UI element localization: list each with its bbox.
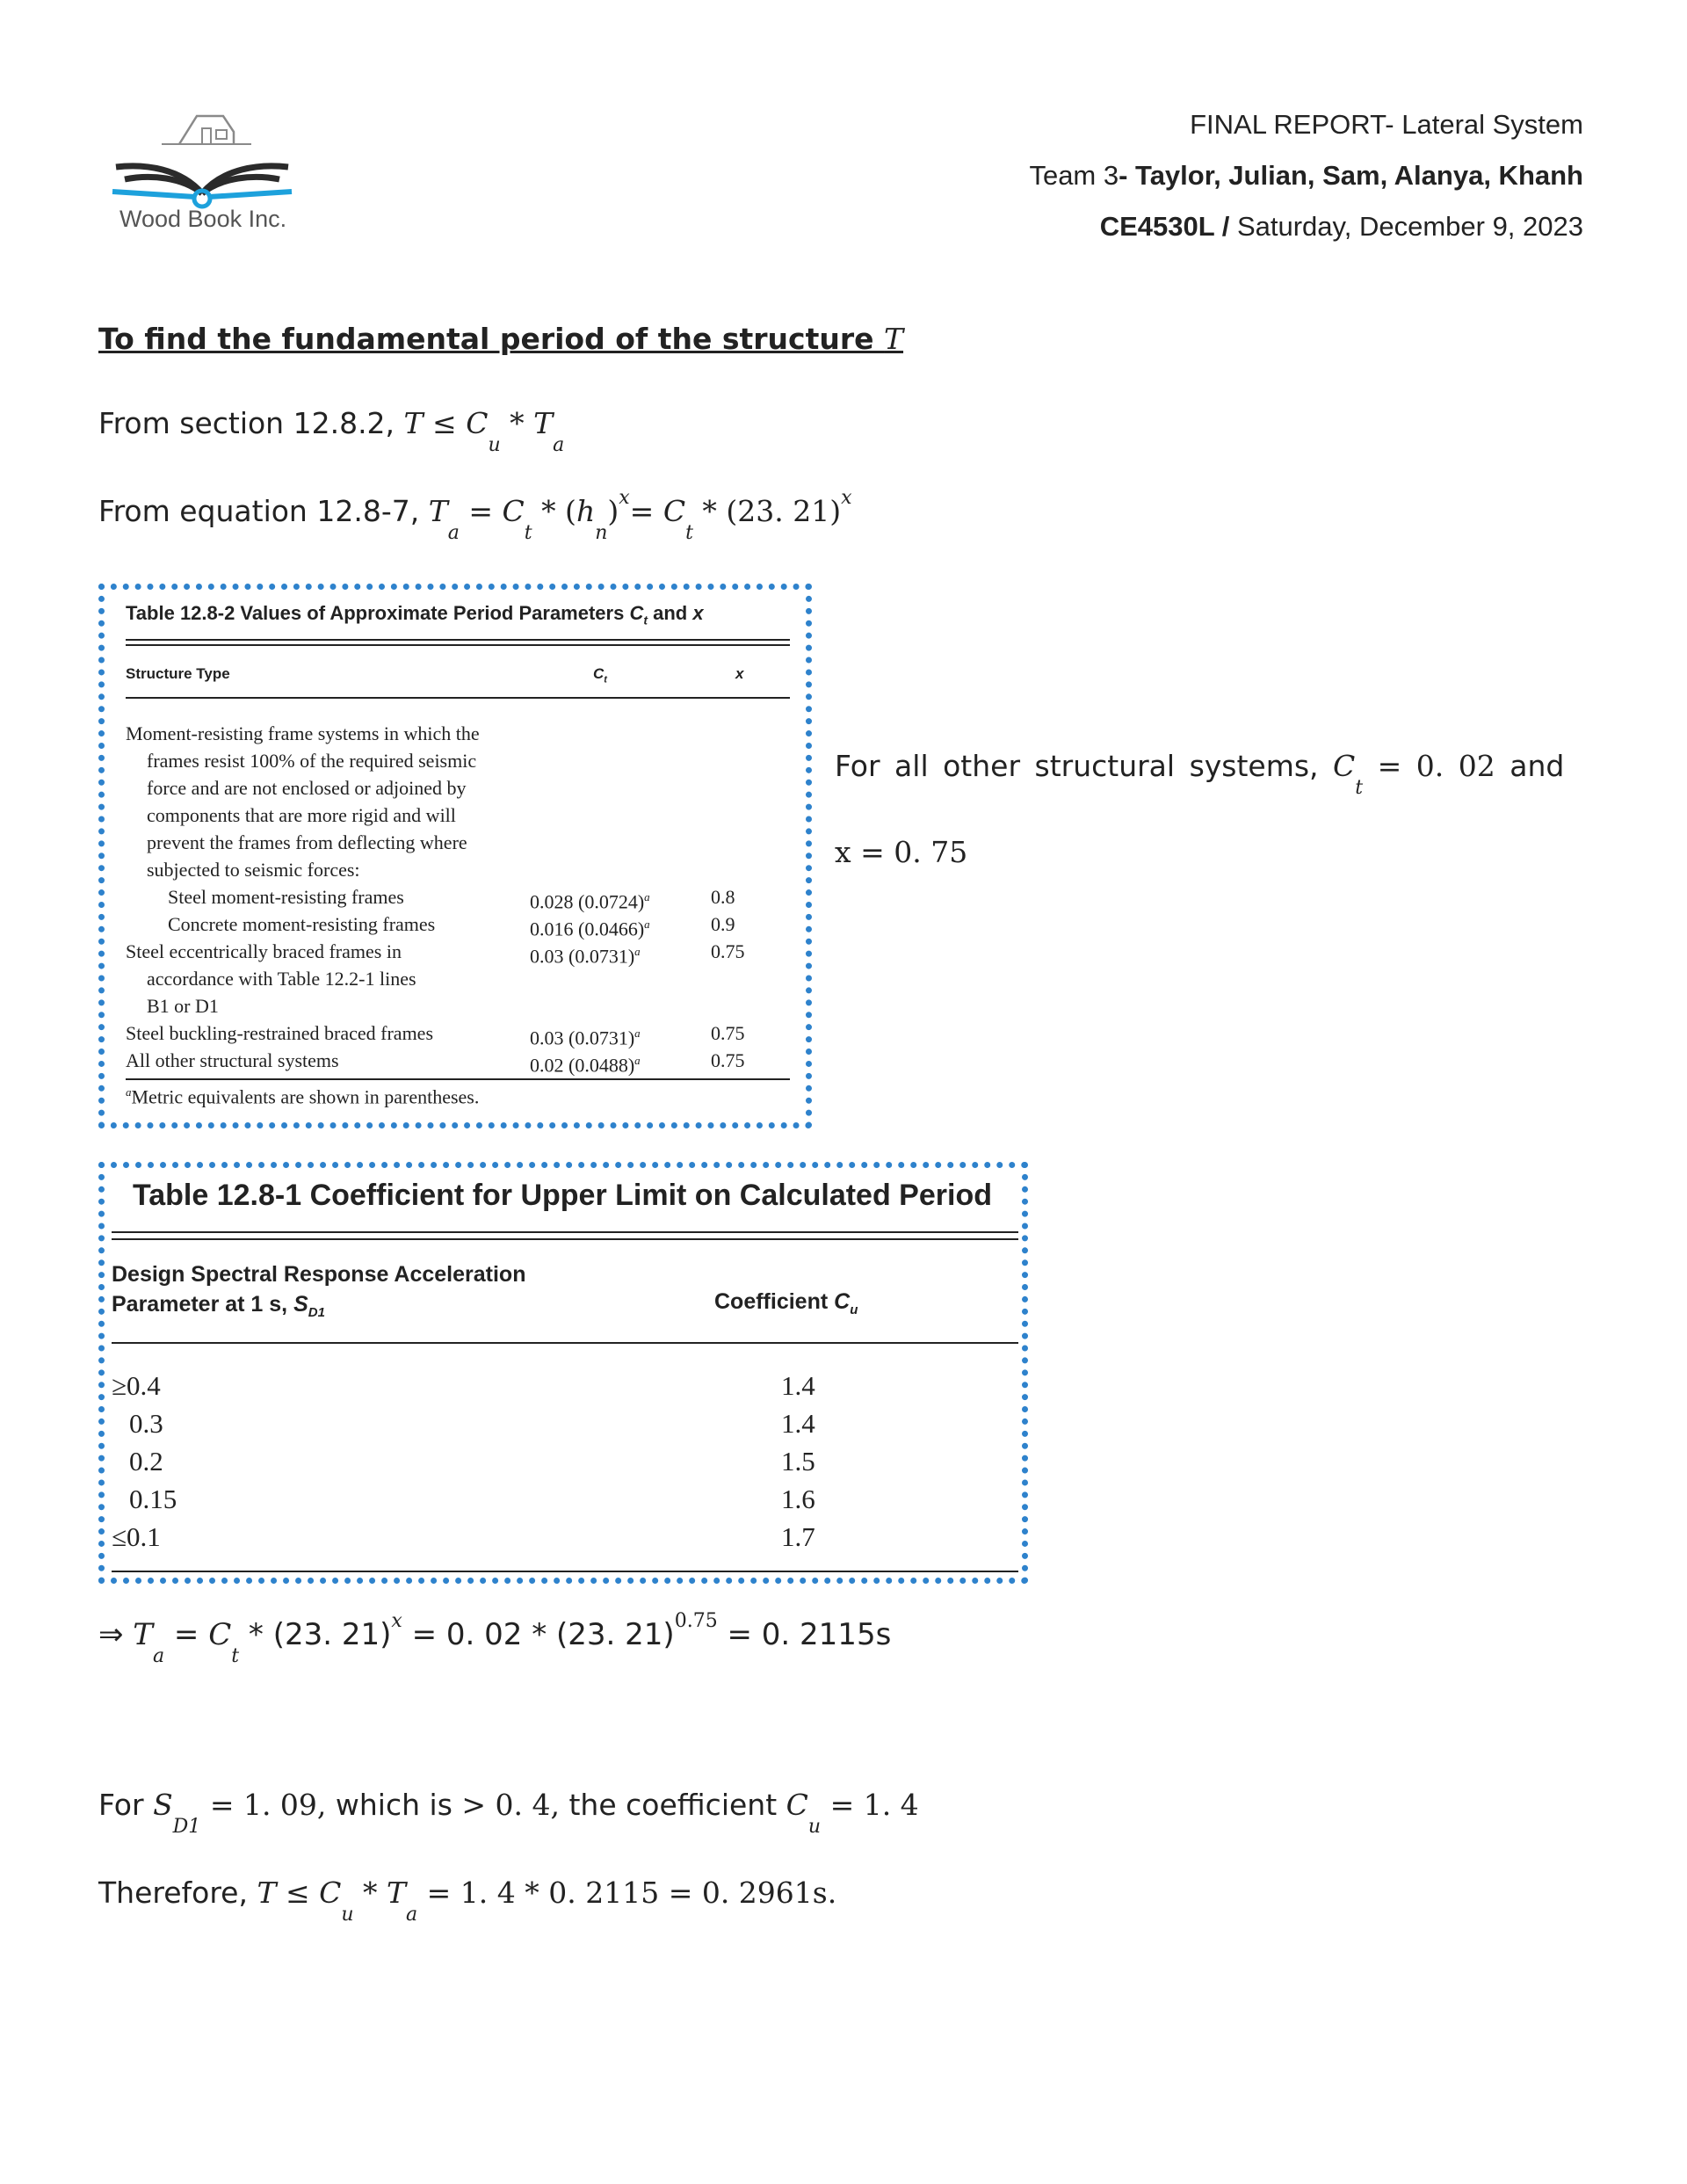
cu-cell: 1.5 <box>781 1446 815 1477</box>
equation-reference-line: From equation 12.8-7, $T_a = C_t * (h_n)^x= C_t * (23$. 21)$^x$ <box>98 487 852 544</box>
table-12-8-2-footnote: $^a$Metric equivalents are shown in parentheses. <box>126 1085 480 1108</box>
table-12-8-2-title: Table 12.8-2 Values of Approximate Period Parameters $C_t$ and x <box>126 602 704 628</box>
structure-type-cell: Steel buckling-restrained braced frames <box>126 1022 434 1044</box>
team-prefix: Team 3 <box>1029 160 1119 191</box>
col-ct: $C_t$ <box>593 665 607 686</box>
x-cell: 0.8 <box>711 886 735 908</box>
cu-cell: 1.6 <box>781 1484 815 1514</box>
x-value-line: x = 0. 75 <box>835 835 968 869</box>
therefore-line: Therefore, $T \le C_u * T_a = 1$. 4 * 0. 2115 = 0. 2961s. <box>98 1876 837 1926</box>
x-cell: 0.75 <box>711 1049 745 1071</box>
col-sd1: Design Spectral Response Acceleration Parameter at 1 s, $S_{D1}$ <box>112 1262 526 1320</box>
x-cell: 0.75 <box>711 1022 745 1044</box>
cu-cell: 1.7 <box>781 1521 815 1552</box>
table-row <box>126 1019 793 1047</box>
structure-type-cell: Steel eccentrically braced frames in <box>126 940 402 962</box>
sd1-cell: 0.15 <box>129 1484 177 1514</box>
table-row <box>126 965 793 992</box>
table-12-8-1 <box>98 1162 1028 1584</box>
ct-cell: 0.03 $(0.0731)^a$ <box>530 945 641 968</box>
sd1-cell: 0.3 <box>129 1408 163 1439</box>
report-title: FINAL REPORT- Lateral System <box>1190 109 1583 140</box>
ct-cell: 0.016 $(0.0466)^a$ <box>530 918 650 940</box>
ct-cell: 0.02 $(0.0488)^a$ <box>530 1054 641 1077</box>
table-row <box>112 1480 1017 1518</box>
sd1-cell: ≤0.1 <box>112 1521 161 1552</box>
ta-calculation-line: ⇒ $T_a = C_t * (23$. 21)$^x$ = 0. 02 * (23. 21)$^{0.75}$ = 0. 2115s <box>98 1610 892 1667</box>
col-cu: Coefficient $C_u$ <box>714 1289 858 1317</box>
col-x: x <box>735 665 744 682</box>
table-row <box>112 1367 1017 1404</box>
structure-type-cell: accordance with Table 12.2-1 lines <box>147 968 416 990</box>
table-row <box>126 938 793 968</box>
table-row <box>126 911 793 938</box>
table-row <box>126 992 793 1019</box>
sd1-cell: ≥0.4 <box>112 1370 161 1401</box>
table-12-8-1-title: Table 12.8-1 Coefficient for Upper Limit on Calculated Period <box>133 1179 992 1212</box>
report-date: Saturday, December 9, 2023 <box>1229 211 1583 242</box>
book-house-logo-icon <box>111 105 295 209</box>
table-row <box>126 1047 793 1077</box>
table-12-8-2 <box>98 584 812 1128</box>
cu-cell: 1.4 <box>781 1408 815 1439</box>
x-cell: 0.9 <box>711 913 735 935</box>
structure-type-cell: Concrete moment-resisting frames <box>168 913 436 935</box>
table-row <box>112 1404 1017 1442</box>
table-12-8-2-description: Moment-resisting frame systems in which the frames resist 100% of the required seismic force and are not enclosed or adjoined by components that are more rigid and will prevent the frames from deflecting where subjected to seismic forces: <box>126 722 480 881</box>
structure-type-cell: All other structural systems <box>126 1049 339 1071</box>
cu-cell: 1.4 <box>781 1370 815 1401</box>
table-row <box>112 1442 1017 1480</box>
team-line <box>1029 160 1583 192</box>
ct-cell: 0.028 $(0.0724)^a$ <box>530 890 650 913</box>
team-members: - Taylor, Julian, Sam, Alanya, Khanh <box>1119 160 1583 191</box>
company-logo <box>107 105 300 237</box>
structure-type-cell: Steel moment-resisting frames <box>168 886 404 908</box>
sd1-coefficient-line: For $S_{D1} = 1$. 09, which is > 0. 4, the coefficient $C_u = 1$. 4 <box>98 1788 919 1838</box>
section-heading: To find the fundamental period of the structure T <box>98 322 904 356</box>
table-row <box>112 1518 1017 1556</box>
table-12-8-2-rows <box>126 883 793 1077</box>
course-line <box>1100 211 1583 243</box>
structure-type-cell: B1 or D1 <box>147 995 219 1017</box>
company-name: Wood Book Inc. <box>119 206 287 232</box>
ct-cell: 0.03 $(0.0731)^a$ <box>530 1027 641 1049</box>
col-structure-type: Structure Type <box>126 665 230 682</box>
sd1-cell: 0.2 <box>129 1446 163 1477</box>
table-12-8-1-rows <box>112 1367 1017 1556</box>
table-row <box>126 883 793 911</box>
ct-value-line: For all other structural systems, $C_t = 0$. 02 and <box>835 749 1565 799</box>
x-cell: 0.75 <box>711 940 745 962</box>
course-code: CE4530L / <box>1099 211 1230 242</box>
section-reference-line: From section 12.8.2, $T \le C_u * T_a$ <box>98 406 565 456</box>
